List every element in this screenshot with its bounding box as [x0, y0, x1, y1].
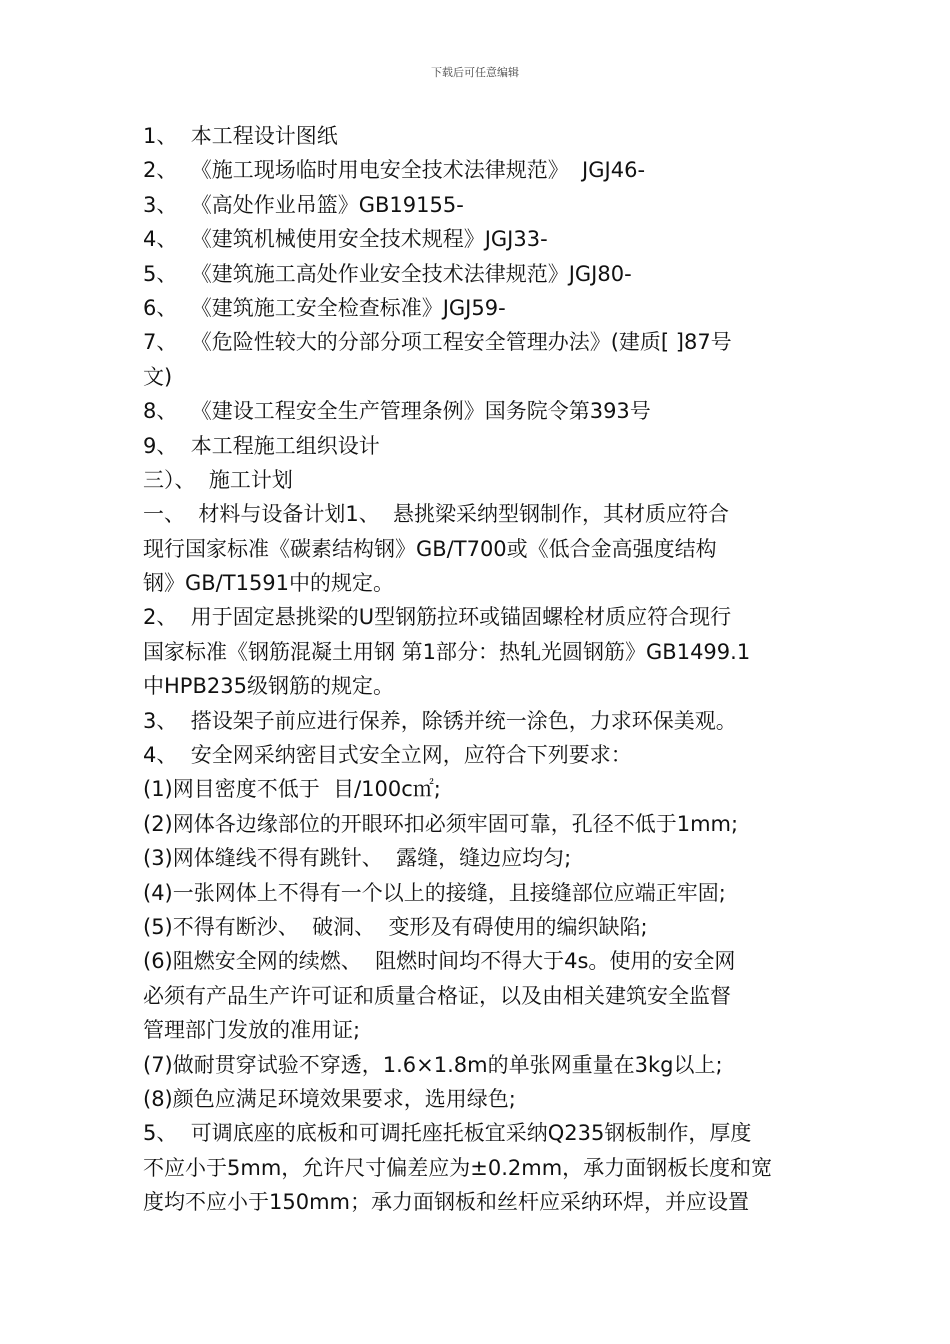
text-line: 6、 《建筑施工安全检查标准》JGJ59-: [143, 295, 506, 320]
text-line: (2)网体各边缘部位的开眼环扣必须牢固可靠，孔径不低于1mm;: [143, 811, 739, 836]
text-line: 2、 用于固定悬挑梁的U型钢筋拉环或锚固螺栓材质应符合现行: [143, 605, 732, 630]
text-line: (4)一张网体上不得有一个以上的接缝，且接缝部位应端正牢固;: [143, 880, 726, 905]
text-line: 度均不应小于150mm；承力面钢板和丝杆应采纳环焊，并应设置: [143, 1190, 749, 1215]
text-line: 管理部门发放的准用证;: [143, 1018, 361, 1043]
text-line: 必须有产品生产许可证和质量合格证，以及由相关建筑安全监督: [143, 983, 731, 1008]
text-line: 7、 《危险性较大的分部分项工程安全管理办法》(建质[ ]87号: [143, 330, 732, 355]
text-line: (1)网目密度不低于 目/100c㎡;: [143, 777, 441, 802]
text-line: 3、 搭设架子前应进行保养，除锈并统一涂色，力求环保美观。: [143, 708, 737, 733]
text-line: 现行国家标准《碳素结构钢》GB/T700或《低合金高强度结构: [143, 536, 717, 561]
text-line: 2、 《施工现场临时用电安全技术法律规范》 JGJ46-: [143, 158, 646, 183]
text-line: (6)阻燃安全网的续燃、 阻燃时间均不得大于4s。使用的安全网: [143, 949, 736, 974]
text-line: 5、 《建筑施工高处作业安全技术法律规范》JGJ80-: [143, 261, 632, 286]
text-line: (7)做耐贯穿试验不穿透，1.6×1.8m的单张网重量在3kg以上;: [143, 1052, 723, 1077]
text-line: 4、 安全网采纳密目式安全立网，应符合下列要求：: [143, 743, 632, 768]
text-line: 一、 材料与设备计划1、 悬挑梁采纳型钢制作，其材质应符合: [143, 502, 730, 527]
text-line: 钢》GB/T1591中的规定。: [143, 571, 395, 596]
text-line: 不应小于5mm，允许尺寸偏差应为±0.2mm，承力面钢板长度和宽: [143, 1155, 773, 1180]
text-line: 9、 本工程施工组织设计: [143, 433, 380, 458]
text-line: (3)网体缝线不得有跳针、 露缝，缝边应均匀;: [143, 846, 572, 871]
text-line: (5)不得有断沙、 破洞、 变形及有碍使用的编织缺陷;: [143, 914, 648, 939]
text-line: 国家标准《钢筋混凝土用钢 第1部分：热轧光圆钢筋》GB1499.1: [143, 639, 751, 664]
document-body: [143, 119, 809, 1220]
text-line: 8、 《建设工程安全生产管理条例》国务院令第393号: [143, 399, 651, 424]
text-line: 4、 《建筑机械使用安全技术规程》JGJ33-: [143, 227, 548, 252]
page-header: 下载后可任意编辑: [431, 66, 519, 79]
text-line: 5、 可调底座的底板和可调托座托板宜采纳Q235钢板制作，厚度: [143, 1121, 752, 1146]
text-line: 三）、 施工计划: [143, 467, 293, 492]
text-line: 1、 本工程设计图纸: [143, 124, 338, 148]
text-line: 文): [143, 364, 173, 389]
text-line: 中HPB235级钢筋的规定。: [143, 674, 394, 699]
text-line: 3、 《高处作业吊篮》GB19155-: [143, 192, 464, 217]
text-line: (8)颜色应满足环境效果要求，选用绿色;: [143, 1086, 516, 1111]
